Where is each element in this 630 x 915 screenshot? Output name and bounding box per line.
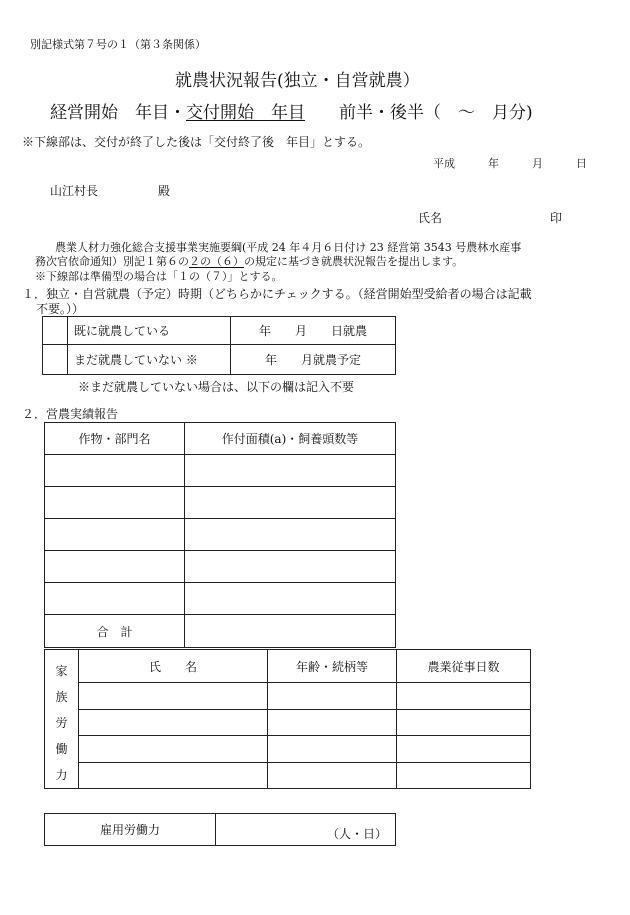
hired-labor-unit: （人・日） [326, 827, 387, 841]
fam-days-header: 農業従事日数 [397, 650, 531, 683]
crop-col-header: 作物・部門名 [45, 423, 185, 455]
planned-farming-date[interactable]: 年 月就農予定 [231, 345, 396, 375]
hired-labor-value[interactable] [216, 814, 396, 846]
area-col-header: 作付面積(a)・飼養頭数等 [185, 423, 396, 455]
underline-note: ※下線部は、交付が終了した後は「交付終了後 年目」とする。 [22, 135, 371, 149]
applicant-name-line: 氏名 印 [418, 211, 563, 225]
fam-age-cell[interactable] [268, 762, 397, 788]
fam-age-header: 年齢・続柄等 [268, 650, 397, 683]
fam-days-cell[interactable] [397, 709, 531, 735]
years-since-grant: 交付開始 年目 [186, 103, 305, 123]
addressee: 山江村長 殿 [50, 184, 171, 198]
fam-days-cell[interactable] [397, 736, 531, 762]
family-row [45, 709, 531, 735]
fam-age-cell[interactable] [268, 709, 397, 735]
fam-name-cell[interactable] [79, 683, 268, 709]
fam-name-header: 氏 名 [79, 650, 268, 683]
crop-name-cell[interactable] [45, 519, 185, 551]
fam-days-cell[interactable] [397, 683, 531, 709]
total-label: 合 計 [45, 615, 185, 648]
total-value-cell[interactable] [185, 615, 396, 648]
crop-area-cell[interactable] [185, 519, 396, 551]
crop-row [45, 551, 396, 583]
hired-labor-label: 雇用労働力 [45, 814, 216, 846]
crop-area-cell[interactable] [185, 487, 396, 519]
crop-row [45, 487, 396, 519]
section1-heading-cont: 不要。）） [36, 302, 85, 316]
form-reference: 別記様式第７号の１（第３条関係） [30, 38, 206, 51]
crop-area-cell[interactable] [185, 583, 396, 615]
crop-table [44, 422, 396, 648]
half-period: 前半・後半（ ～ 月分) [339, 103, 533, 123]
crop-row [45, 583, 396, 615]
crop-area-cell[interactable] [185, 551, 396, 583]
fam-name-cell[interactable] [79, 709, 268, 735]
fam-age-cell[interactable] [268, 736, 397, 762]
hired-labor-table [44, 813, 396, 846]
fam-days-cell[interactable] [397, 762, 531, 788]
page-title: 就農状況報告(独立・自営就農） [175, 71, 420, 91]
family-row [45, 736, 531, 762]
already-farming-date[interactable]: 年 月 日就農 [231, 317, 396, 345]
date-line: 平成 年 月 日 [433, 157, 587, 170]
fam-name-cell[interactable] [79, 736, 268, 762]
label-already-farming: 既に就農している [68, 317, 231, 345]
crop-row [45, 455, 396, 487]
label-not-yet-farming: まだ就農していない ※ [68, 345, 231, 375]
body-text-3: ※下線部は準備型の場合は「１の（７）」とする。 [35, 270, 283, 283]
crop-area-cell[interactable] [185, 455, 396, 487]
fam-name-cell[interactable] [79, 762, 268, 788]
crop-name-cell[interactable] [45, 455, 185, 487]
crop-name-cell[interactable] [45, 551, 185, 583]
crop-name-cell[interactable] [45, 583, 185, 615]
farming-status-table [42, 316, 396, 375]
report-period [50, 98, 533, 123]
years-since-start: 経営開始 年目・ [50, 103, 186, 123]
family-row [45, 683, 531, 709]
family-row [45, 762, 531, 788]
section2-heading: ２．営農実績報告 [22, 407, 119, 421]
section1-heading: １．独立・自営就農（予定）時期（どちらかにチェックする。（経営開始型受給者の場合は記載 [22, 287, 532, 301]
checkbox-not-yet-farming[interactable] [43, 345, 68, 375]
section1-note: ※まだ就農していない場合は、以下の欄は記入不要 [78, 380, 355, 394]
crop-name-cell[interactable] [45, 487, 185, 519]
family-labor-table [44, 649, 531, 789]
checkbox-already-farming[interactable] [43, 317, 68, 345]
crop-row [45, 519, 396, 551]
family-labor-label: 家 族 労 働 力 [45, 650, 79, 789]
body-text-1: 農業人材力強化総合支援事業実施要綱(平成 24 年４月６日付け 23 経営第 3543 号農林水産事 [55, 241, 522, 254]
body-text-2: 務次官依命通知）別記１第６の２の（６）の規定に基づき就農状況報告を提出します。 [35, 255, 464, 268]
fam-age-cell[interactable] [268, 683, 397, 709]
